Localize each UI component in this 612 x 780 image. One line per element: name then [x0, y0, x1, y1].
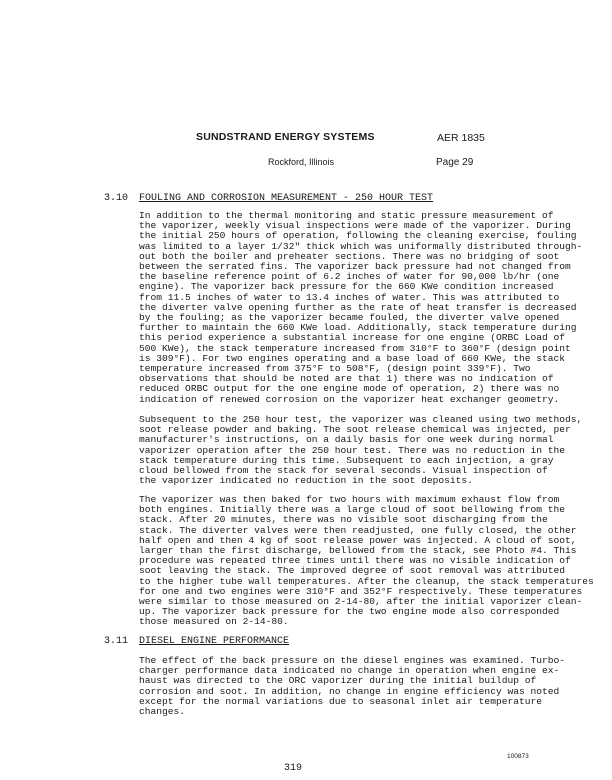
paragraph	[139, 210, 583, 405]
text-line: the vaporizer indicated no reduction in the soot deposits.	[139, 475, 473, 487]
section-number: 3.11	[104, 636, 129, 647]
text-line: stack temperature during this time. Subsequent to each injection, a gray	[139, 454, 554, 466]
text-line: larger than the first discharge, bellowed from the stack, see Photo #4. This	[139, 545, 577, 557]
text-line: cloud bellowed from the stack for several seconds. Visual inspection of	[139, 465, 548, 477]
text-line: stack. After 20 minutes, there was no visible soot discharging from the	[139, 514, 548, 526]
text-line: between the serrated fins. The vaporizer back pressure had not changed from	[139, 261, 571, 273]
text-line: manufacturer's instructions, on a daily basis for one week during normal	[139, 434, 554, 446]
text-line: is 309°F). For two engines operating and a base load of 660 KWe, the stack	[139, 352, 566, 364]
text-line: corrosion and soot. In addition, no change in engine efficiency was noted	[139, 685, 560, 697]
text-line: was limited to a layer 1/32" thick which was uniformally distributed through-	[139, 240, 583, 252]
text-line: the vaporizer, weekly visual inspections were made of the vaporizer. During	[139, 220, 571, 232]
text-line: were similar to those measured on 2-14-80, after the initial vaporizer clean-	[139, 596, 583, 608]
page-number: 319	[284, 763, 303, 774]
text-line: by the fouling; as the vaporizer became fouled, the diverter valve opened	[139, 312, 560, 324]
text-line: stack. The diverter valves were then readjusted, one fully closed, the other	[139, 524, 577, 536]
text-line: engine). The vaporizer back pressure for the 660 KWe condition increased	[139, 281, 554, 293]
text-line: changes.	[139, 706, 186, 718]
section-title: DIESEL ENGINE PERFORMANCE	[139, 636, 290, 647]
text-line: this period experience a substantial increase for one engine (ORBC Load of	[139, 332, 566, 344]
text-line: soot leaving the stack. The improved degree of soot removal was attributed	[139, 565, 566, 577]
text-line: indication of renewed corrosion on the vaporizer heat exchanger geometry.	[139, 393, 560, 405]
text-line: charger performance data indicated no change in operation when engine ex-	[139, 665, 560, 677]
text-line: out both the boiler and preheater sections. There was no bridging of soot	[139, 250, 560, 262]
text-line: The vaporizer was then baked for two hours with maximum exhaust flow from	[139, 494, 560, 505]
text-line: the initial 250 hours of operation, following the cleaning exercise, fouling	[139, 230, 577, 242]
text-line: reduced ORBC output for the one engine mode of operation, 2) there was no	[139, 383, 560, 395]
text-line: temperature increased from 375°F to 508°F, (design point 339°F). Two	[139, 363, 531, 375]
paragraph	[139, 656, 565, 717]
text-line: half open and then 4 kg of soot release power was injected. A cloud of soot,	[139, 534, 577, 546]
section-number: 3.10	[104, 193, 129, 204]
text-line: In addition to the thermal monitoring and static pressure measurement of	[139, 210, 554, 221]
text-line: further to maintain the 660 KWe load. Additionally, stack temperature during	[139, 322, 577, 334]
text-line: The effect of the back pressure on the diesel engines was examined. Turbo-	[139, 655, 566, 666]
document-number: AER 1835	[437, 132, 485, 144]
text-line: the baseline reference point of 6.2 inches of water for 90,000 lb/hr (one	[139, 271, 560, 283]
text-line: for one and two engines were 310°F and 352°F respectively. These temperatures	[139, 585, 583, 597]
paragraph	[139, 494, 594, 628]
document-code: 100873	[507, 753, 529, 760]
text-line: observations that should be noted are that 1) there was no indication of	[139, 373, 554, 385]
text-line: except for the normal variations due to seasonal inlet air temperature	[139, 695, 543, 707]
text-line: the diverter valve opening further as the rate of heat transfer is decreased	[139, 301, 577, 313]
text-line: up. The vaporizer back pressure for the two engine mode also corresponded	[139, 606, 560, 618]
text-line: procedure was repeated three times until there was no visible indication of	[139, 555, 571, 567]
text-line: haust was directed to the ORC vaporizer during the initial buildup of	[139, 675, 537, 687]
company-name: SUNDSTRAND ENERGY SYSTEMS	[196, 131, 375, 143]
text-line: 500 KWe), the stack temperature increased from 310°F to 360°F (design point	[139, 342, 571, 354]
company-city: Rockford, Illinois	[268, 157, 335, 167]
text-line: soot release powder and baking. The soot release chemical was injected, per	[139, 424, 571, 436]
text-line: to the higher tube wall temperatures. After the cleanup, the stack temperatures	[139, 575, 594, 587]
paragraph	[139, 414, 583, 487]
section-title: FOULING AND CORROSION MEASUREMENT - 250 HOUR TEST	[139, 193, 434, 204]
text-line: from 11.5 inches of water to 13.4 inches of water. This was attributed to	[139, 291, 560, 303]
text-line: Subsequent to the 250 hour test, the vaporizer was cleaned using two methods,	[139, 414, 583, 425]
text-line: vaporizer operation after the 250 hour test. There was no reduction in the	[139, 444, 566, 456]
page-label: Page 29	[436, 157, 474, 168]
text-line: both engines. Initially there was a large cloud of soot bellowing from the	[139, 504, 566, 516]
text-line: those measured on 2-14-80.	[139, 616, 289, 628]
